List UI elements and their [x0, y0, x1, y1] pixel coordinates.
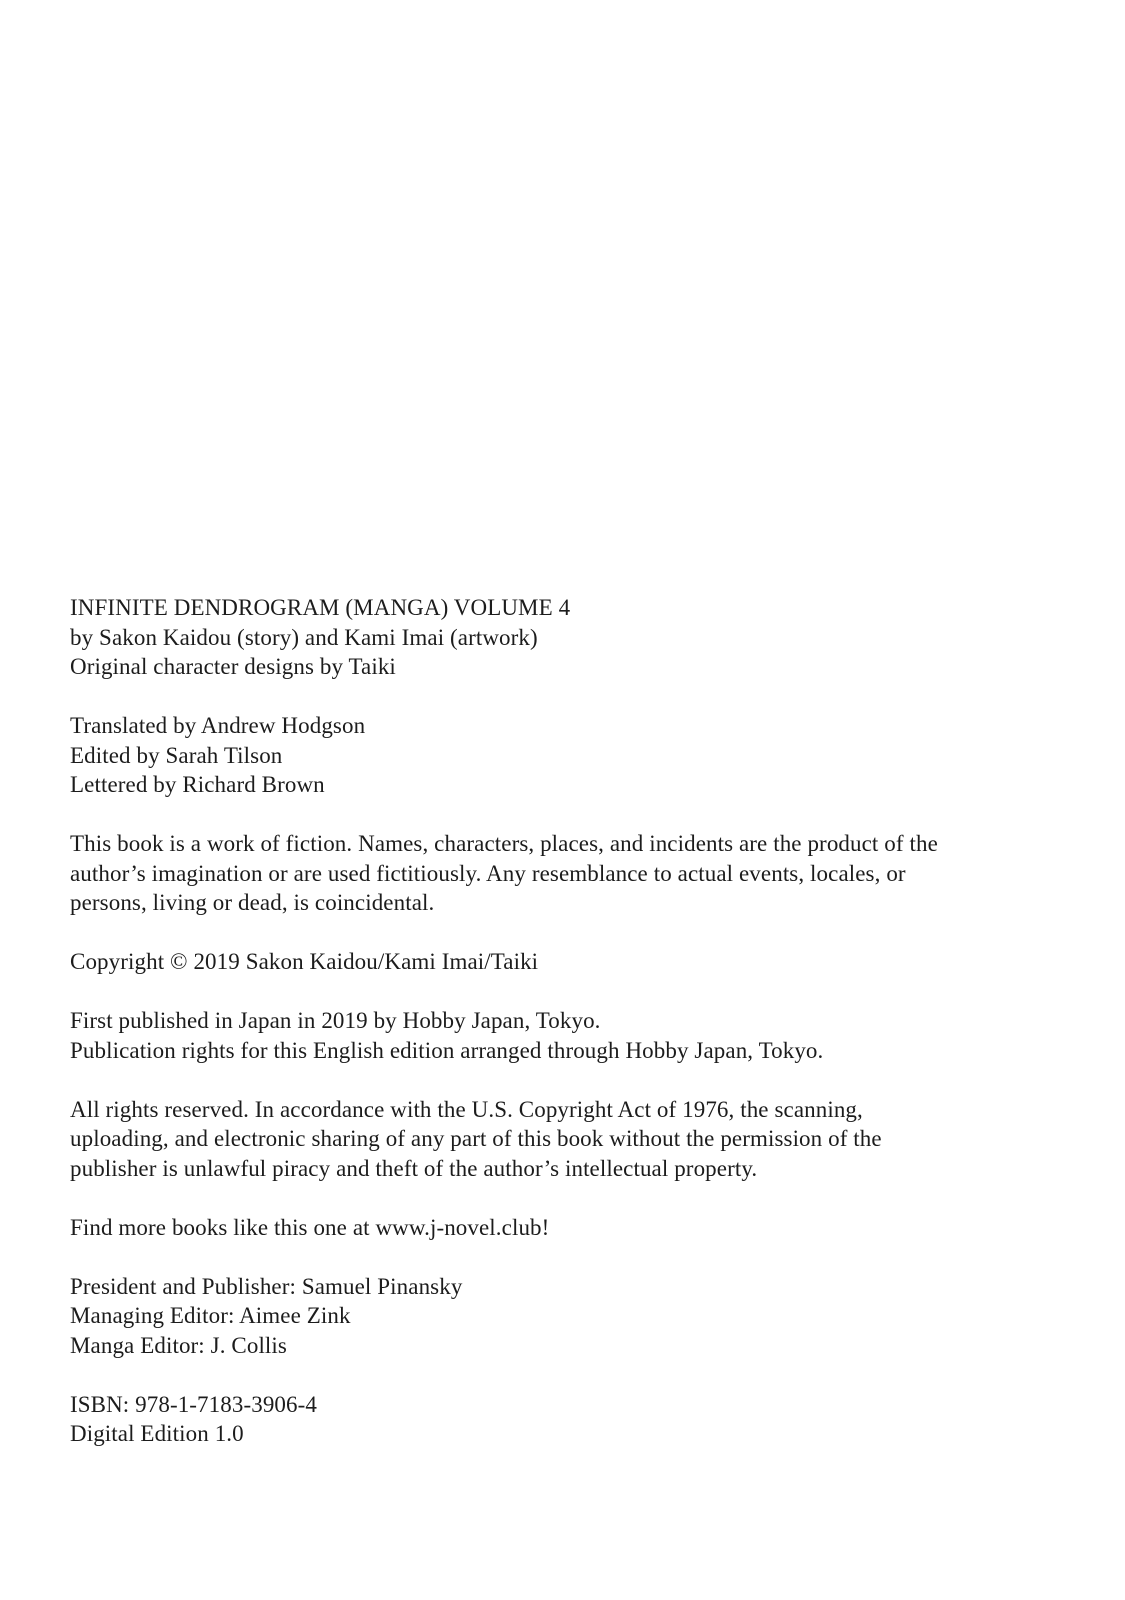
- president-publisher-line: President and Publisher: Samuel Pinansky: [70, 1273, 463, 1299]
- staff-block: [70, 1272, 950, 1361]
- byline: by Sakon Kaidou (story) and Kami Imai (artwork): [70, 624, 538, 650]
- credits-block: [70, 711, 950, 800]
- publication-block: [70, 1006, 950, 1065]
- isbn-line: ISBN: 978-1-7183-3906-4: [70, 1391, 317, 1417]
- character-designs-credit: Original character designs by Taiki: [70, 654, 396, 679]
- copyright-line: Copyright © 2019 Sakon Kaidou/Kami Imai/Taiki: [70, 949, 539, 974]
- managing-editor-line: Managing Editor: Aimee Zink: [70, 1303, 351, 1328]
- digital-edition-line: Digital Edition 1.0: [70, 1421, 244, 1446]
- rights-notice: All rights reserved. In accordance with the U.S. Copyright Act of 1976, the scanning, uploading, and electronic sharing of any part of this book without the permission of the publisher is unlawful piracy and theft of the author’s intellectual property.: [70, 1096, 882, 1181]
- editor-credit: Edited by Sarah Tilson: [70, 742, 283, 768]
- book-title: INFINITE DENDROGRAM (MANGA) VOLUME 4: [70, 595, 571, 620]
- letterer-credit: Lettered by Richard Brown: [70, 772, 325, 797]
- translator-credit: Translated by Andrew Hodgson: [70, 713, 366, 738]
- manga-editor-line: Manga Editor: J. Collis: [70, 1332, 287, 1358]
- colophon-text-block: [70, 593, 950, 1449]
- edition-block: [70, 1390, 950, 1449]
- promo-line: Find more books like this one at www.j-novel.club!: [70, 1214, 550, 1240]
- title-block: [70, 593, 950, 682]
- first-published-line: First published in Japan in 2019 by Hobby Japan, Tokyo.: [70, 1008, 601, 1033]
- rights-arranged-line: Publication rights for this English edition arranged through Hobby Japan, Tokyo.: [70, 1037, 824, 1063]
- fiction-disclaimer: This book is a work of fiction. Names, characters, places, and incidents are the product of the author’s imagination or are used fictitiously. Any resemblance to actual events, locales, or persons, living or dead, is coincidental.: [70, 831, 938, 915]
